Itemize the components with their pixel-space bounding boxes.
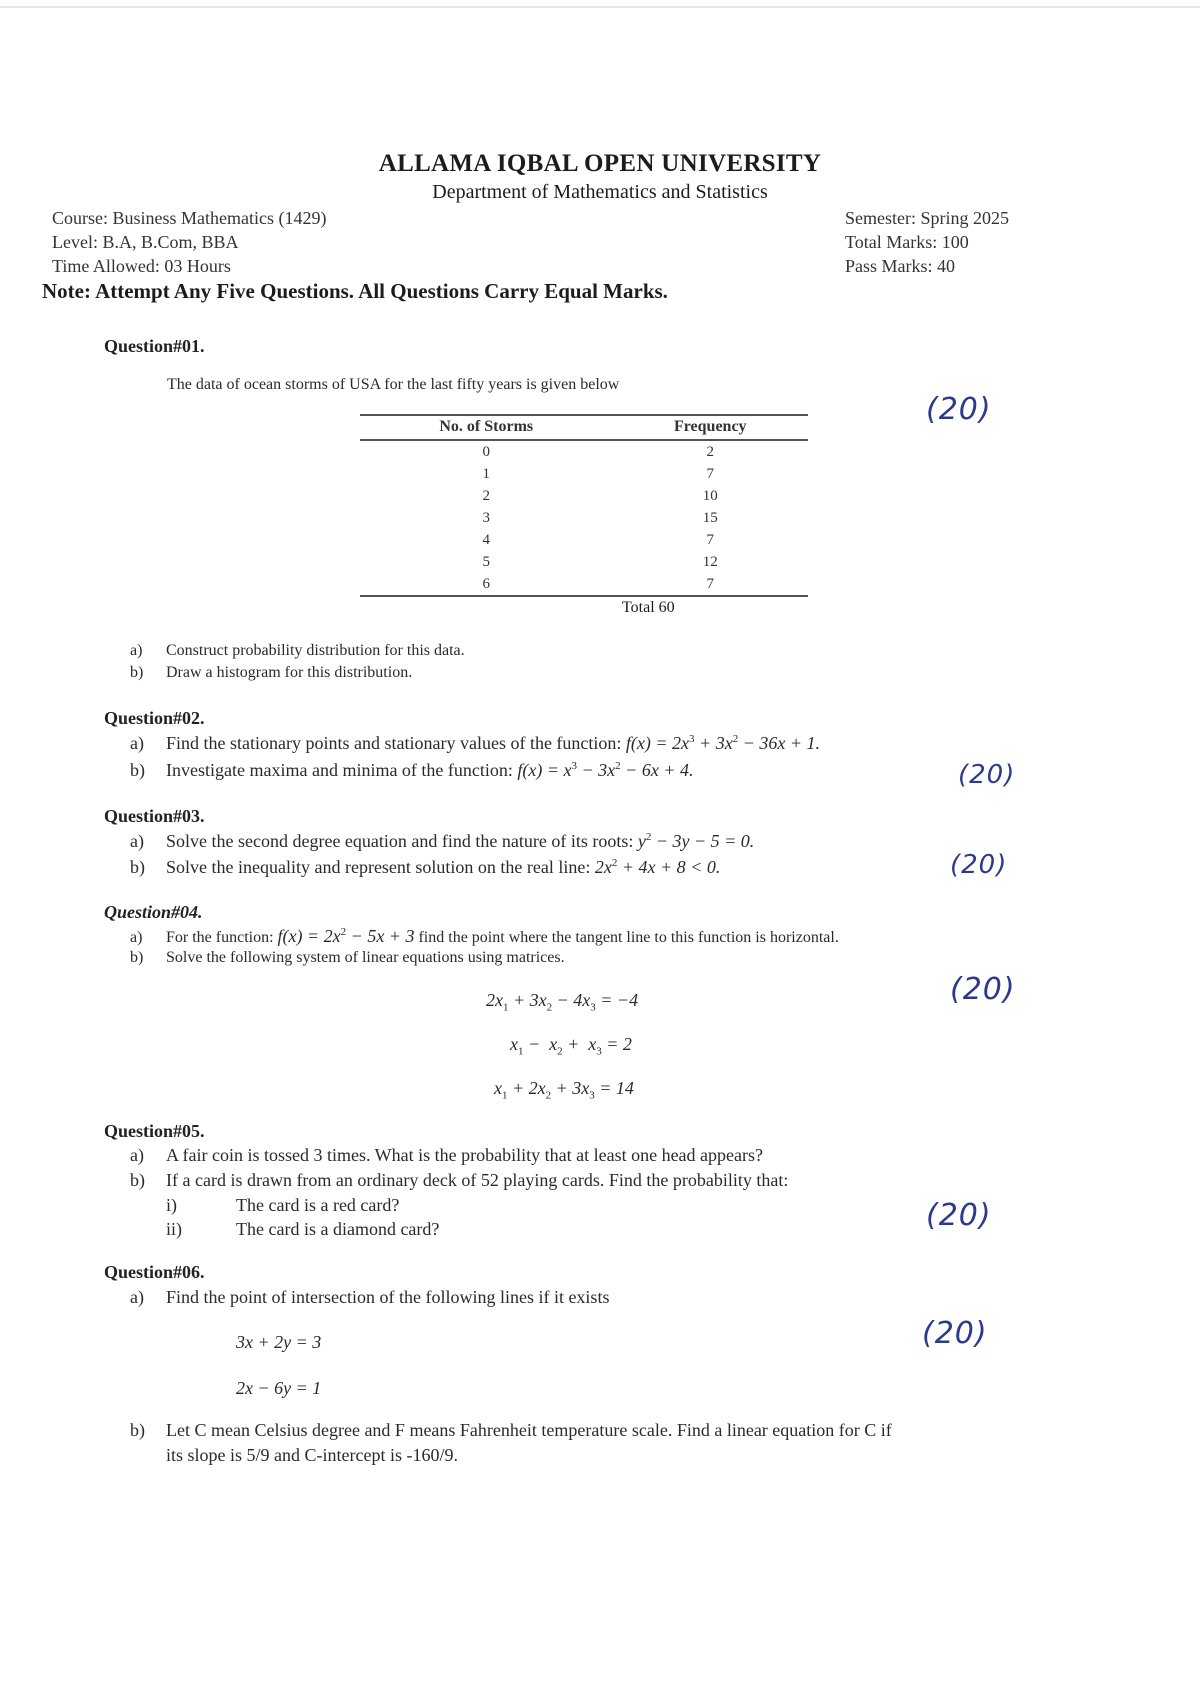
q6-part-b: b) Let C mean Celsius degree and F means Fahrenheit temperature scale. Find a linear equation for C if	[130, 1420, 892, 1440]
q6-line-equation-2: 2x − 6y = 1	[236, 1378, 322, 1398]
q5-part-a: a) A fair coin is tossed 3 times. What is the probability that at least one head appears?	[130, 1145, 764, 1165]
total-marks-info: Total Marks: 100	[845, 232, 969, 252]
table-row: 3 15	[482, 509, 718, 526]
q6-part-a: a) Find the point of intersection of the following lines if it exists	[130, 1287, 610, 1307]
q2-heading: Question#02.	[104, 708, 205, 728]
storms-table	[360, 414, 808, 597]
q4-equation-1: $2x_1 + 3x_2 - 4x_3 = -4$	[486, 990, 639, 1014]
table-total: Total 60	[622, 599, 675, 616]
q3-heading: Question#03.	[104, 806, 205, 826]
q5-part-b-ii: ii) The card is a diamond card?	[166, 1219, 440, 1239]
q4-equation-2: $x_1 - x_2 + x_3 = 2$	[510, 1034, 632, 1058]
university-title: ALLAMA IQBAL OPEN UNIVERSITY	[378, 150, 822, 177]
time-info: Time Allowed: 03 Hours	[52, 256, 231, 276]
column-header: Frequency	[613, 415, 809, 440]
q3-part-a: a) Solve the second degree equation and find the nature of its roots: $y^2 - 3y - 5 = 0$.	[130, 831, 755, 851]
q5-part-b: b) If a card is drawn from an ordinary deck of 52 playing cards. Find the probability that:	[130, 1170, 789, 1190]
q3-b-equation: $2x^2 + 4x + 8 < 0$.	[594, 857, 721, 877]
level-info: Level: B.A, B.Com, BBA	[52, 232, 239, 252]
q2-part-a: a) Find the stationary points and stationary values of the function: $f(x) = 2x^3 + 3x^2 - 36x + 1$.	[130, 733, 820, 753]
scan-edge-line	[0, 6, 1200, 8]
course-info: Course: Business Mathematics (1429)	[52, 208, 327, 228]
q5-part-b-i: i) The card is a red card?	[166, 1195, 400, 1215]
q1-marks-handwritten: (20)	[926, 392, 992, 427]
q6-marks-handwritten: (20)	[922, 1316, 988, 1351]
q5-marks-handwritten: (20)	[926, 1198, 992, 1233]
q4-a-equation: $f(x) = 2x^2 - 5x + 3$	[277, 926, 415, 946]
table-row: 4 7	[482, 531, 714, 548]
department-title: Department of Mathematics and Statistics	[432, 181, 768, 203]
q4-marks-handwritten: (20)	[950, 972, 1016, 1007]
table-row: 5 12	[482, 553, 718, 570]
q1-heading: Question#01.	[104, 336, 205, 356]
q6-part-b-continued: its slope is 5/9 and C-intercept is -160/9.	[166, 1445, 458, 1465]
q2-part-b: b) Investigate maxima and minima of the function: $f(x) = x^3 - 3x^2 - 6x + 4$.	[130, 760, 694, 780]
q4-part-b: b) Solve the following system of linear equations using matrices.	[130, 949, 565, 966]
q4-part-a: a) For the function: $f(x) = 2x^2 - 5x + 3$ find the point where the tangent line to this function is horizontal.	[130, 926, 839, 946]
q1-part-b: b) Draw a histogram for this distribution.	[130, 664, 413, 681]
pass-marks-info: Pass Marks: 40	[845, 256, 956, 276]
q3-a-equation: $y^2 - 3y - 5 = 0$.	[637, 831, 755, 851]
table-row: 0 2	[482, 443, 714, 460]
instructions-note: Note: Attempt Any Five Questions. All Questions Carry Equal Marks.	[42, 279, 668, 303]
q2-b-equation: $f(x) = x^3 - 3x^2 - 6x + 4$.	[517, 760, 694, 780]
q3-marks-handwritten: (20)	[950, 850, 1008, 880]
q4-heading: Question#04.	[104, 902, 203, 922]
table-row: 2 10	[482, 487, 718, 504]
table-row: 1 7	[482, 465, 714, 482]
q1-part-a: a) Construct probability distribution for this data.	[130, 642, 465, 659]
q5-heading: Question#05.	[104, 1121, 205, 1141]
q3-part-b: b) Solve the inequality and represent solution on the real line: $2x^2 + 4x + 8 < 0$.	[130, 857, 721, 877]
q2-a-equation: $f(x) = 2x^3 + 3x^2 - 36x + 1$.	[625, 733, 820, 753]
q4-equation-3: $x_1 + 2x_2 + 3x_3 = 14$	[494, 1078, 634, 1102]
table-row: 6 7	[360, 573, 808, 596]
q1-intro: The data of ocean storms of USA for the last fifty years is given below	[167, 376, 620, 393]
semester-info: Semester: Spring 2025	[845, 208, 1009, 228]
q6-heading: Question#06.	[104, 1262, 205, 1282]
q6-line-equation-1: 3x + 2y = 3	[236, 1332, 322, 1352]
table-header-row	[360, 415, 808, 440]
q2-marks-handwritten: (20)	[958, 760, 1016, 790]
column-header: No. of Storms	[360, 415, 613, 440]
